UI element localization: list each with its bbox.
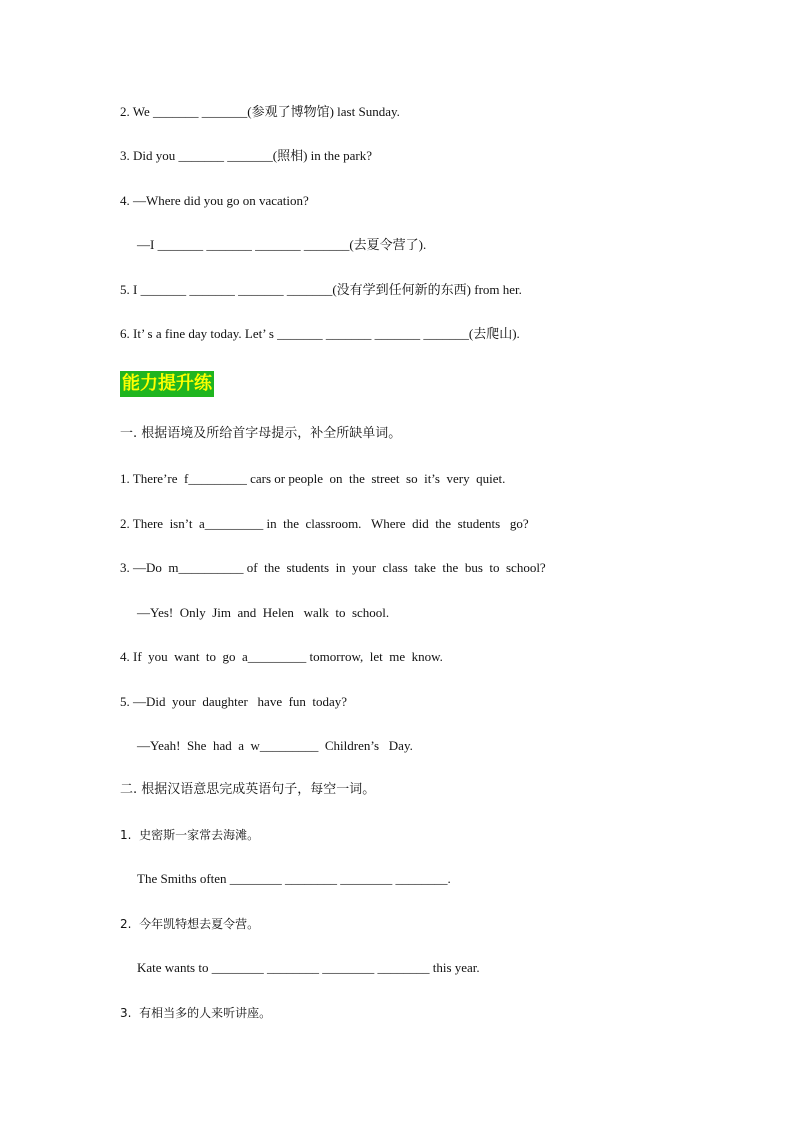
section2-item-1-english: The Smiths often ________ ________ ________ ________. <box>137 871 451 886</box>
exercise-a-item-3: 3. Did you _______ _______(照相) in the park? <box>120 148 373 163</box>
section-badge: 能力提升练 <box>120 371 214 397</box>
exercise-a-item-6: 6. It’ s a fine day today. Let’ s _______ _______ _______ _______(去爬山). <box>120 326 520 341</box>
section1-item-5-answer: —Yeah! She had a w_________ Children’s Day. <box>137 738 413 753</box>
exercise-a-item-2: 2. We _______ _______(参观了博物馆) last Sunday. <box>120 104 400 119</box>
section1-item-5-question: 5. —Did your daughter have fun today? <box>120 694 348 709</box>
section1-item-4: 4. If you want to go a_________ tomorrow, let me know. <box>120 649 443 664</box>
exercise-a-item-4-answer: —I _______ _______ _______ _______(去夏令营了). <box>137 237 427 252</box>
section2-item-2-english: Kate wants to ________ ________ ________ ________ this year. <box>137 960 480 975</box>
section2-item-1-chinese: 1. 史密斯一家常去海滩。 <box>120 828 260 842</box>
exercise-a-item-4-question: 4. —Where did you go on vacation? <box>120 193 309 208</box>
section2-item-3-chinese: 3. 有相当多的人来听讲座。 <box>120 1006 272 1020</box>
section1-title: 一. 根据语境及所给首字母提示，补全所缺单词。 <box>120 426 402 441</box>
section1-item-3-answer: —Yes! Only Jim and Helen walk to school. <box>137 605 390 620</box>
section2-title: 二. 根据汉语意思完成英语句子，每空一词。 <box>120 782 376 797</box>
section1-item-1: 1. There’re f_________ cars or people on the street so it’s very quiet. <box>120 471 506 486</box>
exercise-a-item-5: 5. I _______ _______ _______ _______(没有学到任何新的东西) from her. <box>120 282 522 297</box>
section1-item-3-question: 3. —Do m__________ of the students in your class take the bus to school? <box>120 560 546 575</box>
section1-item-2: 2. There isn’t a_________ in the classroom. Where did the students go? <box>120 516 529 531</box>
section2-item-2-chinese: 2. 今年凯特想去夏令营。 <box>120 917 260 931</box>
